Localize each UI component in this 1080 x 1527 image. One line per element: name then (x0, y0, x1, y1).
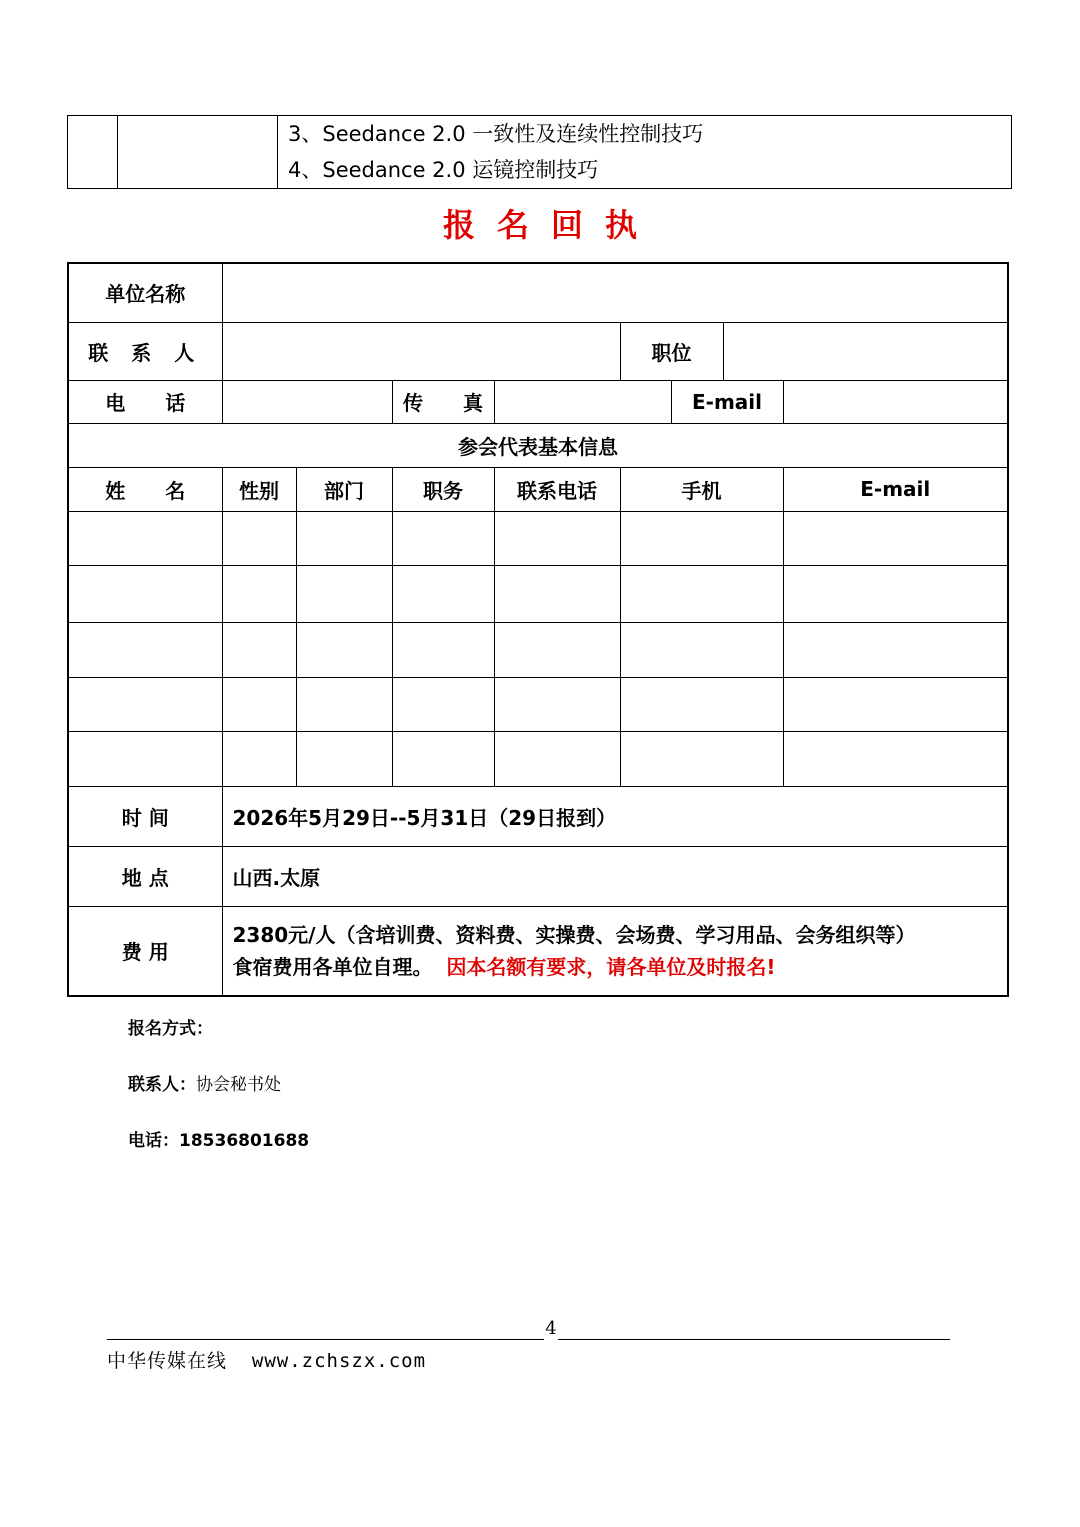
attendee-cell[interactable] (494, 622, 620, 677)
email-field[interactable] (783, 380, 1008, 423)
attendee-col-email: E-mail (783, 467, 1008, 511)
attendee-cell[interactable] (392, 731, 494, 786)
attendee-col-department: 部门 (296, 467, 392, 511)
fee-cell (222, 906, 1008, 996)
contact-label: 联 系 人 (68, 322, 222, 380)
fee-label: 费 用 (68, 906, 222, 996)
registration-contact-label: 联系人： (128, 1075, 196, 1095)
attendee-row (68, 677, 1008, 731)
footer-site-name: 中华传媒在线 (107, 1350, 228, 1372)
attendee-cell[interactable] (222, 622, 296, 677)
registration-method-label: 报名方式： (128, 1019, 213, 1039)
registration-method-line (128, 1014, 213, 1039)
footer-site-url[interactable]: www.zchszx.com (251, 1350, 427, 1372)
fee-note-line (233, 951, 1008, 983)
attendee-cell[interactable] (222, 565, 296, 622)
attendee-cell[interactable] (620, 622, 783, 677)
attendee-row (68, 622, 1008, 677)
course-topic-line: 3、Seedance 2.0 一致性及连续性控制技巧 (288, 122, 704, 146)
attendee-cell[interactable] (296, 511, 392, 565)
attendee-row (68, 511, 1008, 565)
attendee-cell[interactable] (222, 731, 296, 786)
time-label: 时 间 (68, 786, 222, 846)
footer-rule (107, 1339, 544, 1340)
attendee-cell[interactable] (783, 565, 1008, 622)
time-value: 2026年5月29日--5月31日（29日报到） (222, 786, 1008, 846)
attendee-cell[interactable] (68, 511, 222, 565)
attendee-cell[interactable] (494, 511, 620, 565)
position-field[interactable] (723, 322, 1008, 380)
attendee-cell[interactable] (68, 677, 222, 731)
registration-form-table (67, 262, 1009, 997)
attendee-cell[interactable] (296, 622, 392, 677)
registration-contact-value: 协会秘书处 (196, 1075, 281, 1095)
attendee-cell[interactable] (68, 731, 222, 786)
place-label: 地 点 (68, 846, 222, 906)
position-label: 职位 (620, 322, 723, 380)
phone-label: 电 话 (68, 380, 222, 423)
attendee-col-gender: 性别 (222, 467, 296, 511)
attendee-cell[interactable] (392, 511, 494, 565)
attendee-cell[interactable] (620, 731, 783, 786)
attendee-cell[interactable] (494, 731, 620, 786)
empty-cell (68, 116, 118, 189)
attendee-col-mobile: 手机 (620, 467, 783, 511)
attendee-cell[interactable] (296, 731, 392, 786)
attendee-col-name: 姓 名 (68, 467, 222, 511)
attendee-row (68, 731, 1008, 786)
attendee-cell[interactable] (783, 731, 1008, 786)
attendee-cell[interactable] (494, 677, 620, 731)
registration-contact-line (128, 1070, 281, 1095)
attendee-cell[interactable] (620, 565, 783, 622)
org-name-field[interactable] (222, 263, 1008, 322)
attendee-cell[interactable] (222, 677, 296, 731)
phone-field[interactable] (222, 380, 392, 423)
attendee-row (68, 565, 1008, 622)
registration-phone-label: 电话： (128, 1131, 179, 1151)
attendee-cell[interactable] (392, 622, 494, 677)
course-continuation-table (67, 115, 1012, 189)
attendee-cell[interactable] (620, 677, 783, 731)
empty-cell (118, 116, 278, 189)
attendee-cell[interactable] (783, 622, 1008, 677)
registration-phone-value: 18536801688 (179, 1131, 310, 1151)
fee-description: 2380元/人（含培训费、资料费、实操费、会场费、学习用品、会务组织等） (232, 922, 916, 947)
place-value: 山西.太原 (222, 846, 1008, 906)
registration-phone-line (128, 1126, 309, 1151)
fee-self-pay-note: 食宿费用各单位自理。 (232, 954, 433, 979)
course-topic-line: 4、Seedance 2.0 运镜控制技巧 (288, 158, 599, 182)
course-topics-cell (278, 116, 1012, 189)
fax-field[interactable] (494, 380, 671, 423)
attendee-cell[interactable] (296, 677, 392, 731)
attendee-cell[interactable] (783, 677, 1008, 731)
page-number: 4 (545, 1318, 557, 1339)
attendee-col-title: 职务 (392, 467, 494, 511)
footer-rule (558, 1339, 950, 1340)
footer-site (107, 1346, 426, 1373)
attendee-cell[interactable] (222, 511, 296, 565)
attendee-cell[interactable] (68, 622, 222, 677)
email-label: E-mail (671, 380, 783, 423)
attendee-cell[interactable] (392, 565, 494, 622)
form-title: 报名回执 (442, 206, 659, 244)
fax-label: 传 真 (392, 380, 494, 423)
attendee-cell[interactable] (392, 677, 494, 731)
fee-urgent-notice: 因本名额有要求，请各单位及时报名! (446, 954, 776, 979)
attendee-section-title: 参会代表基本信息 (68, 423, 1008, 467)
contact-field[interactable] (222, 322, 620, 380)
attendee-cell[interactable] (620, 511, 783, 565)
attendee-cell[interactable] (68, 565, 222, 622)
attendee-col-phone: 联系电话 (494, 467, 620, 511)
attendee-cell[interactable] (494, 565, 620, 622)
attendee-cell[interactable] (783, 511, 1008, 565)
org-name-label: 单位名称 (68, 263, 222, 322)
attendee-cell[interactable] (296, 565, 392, 622)
